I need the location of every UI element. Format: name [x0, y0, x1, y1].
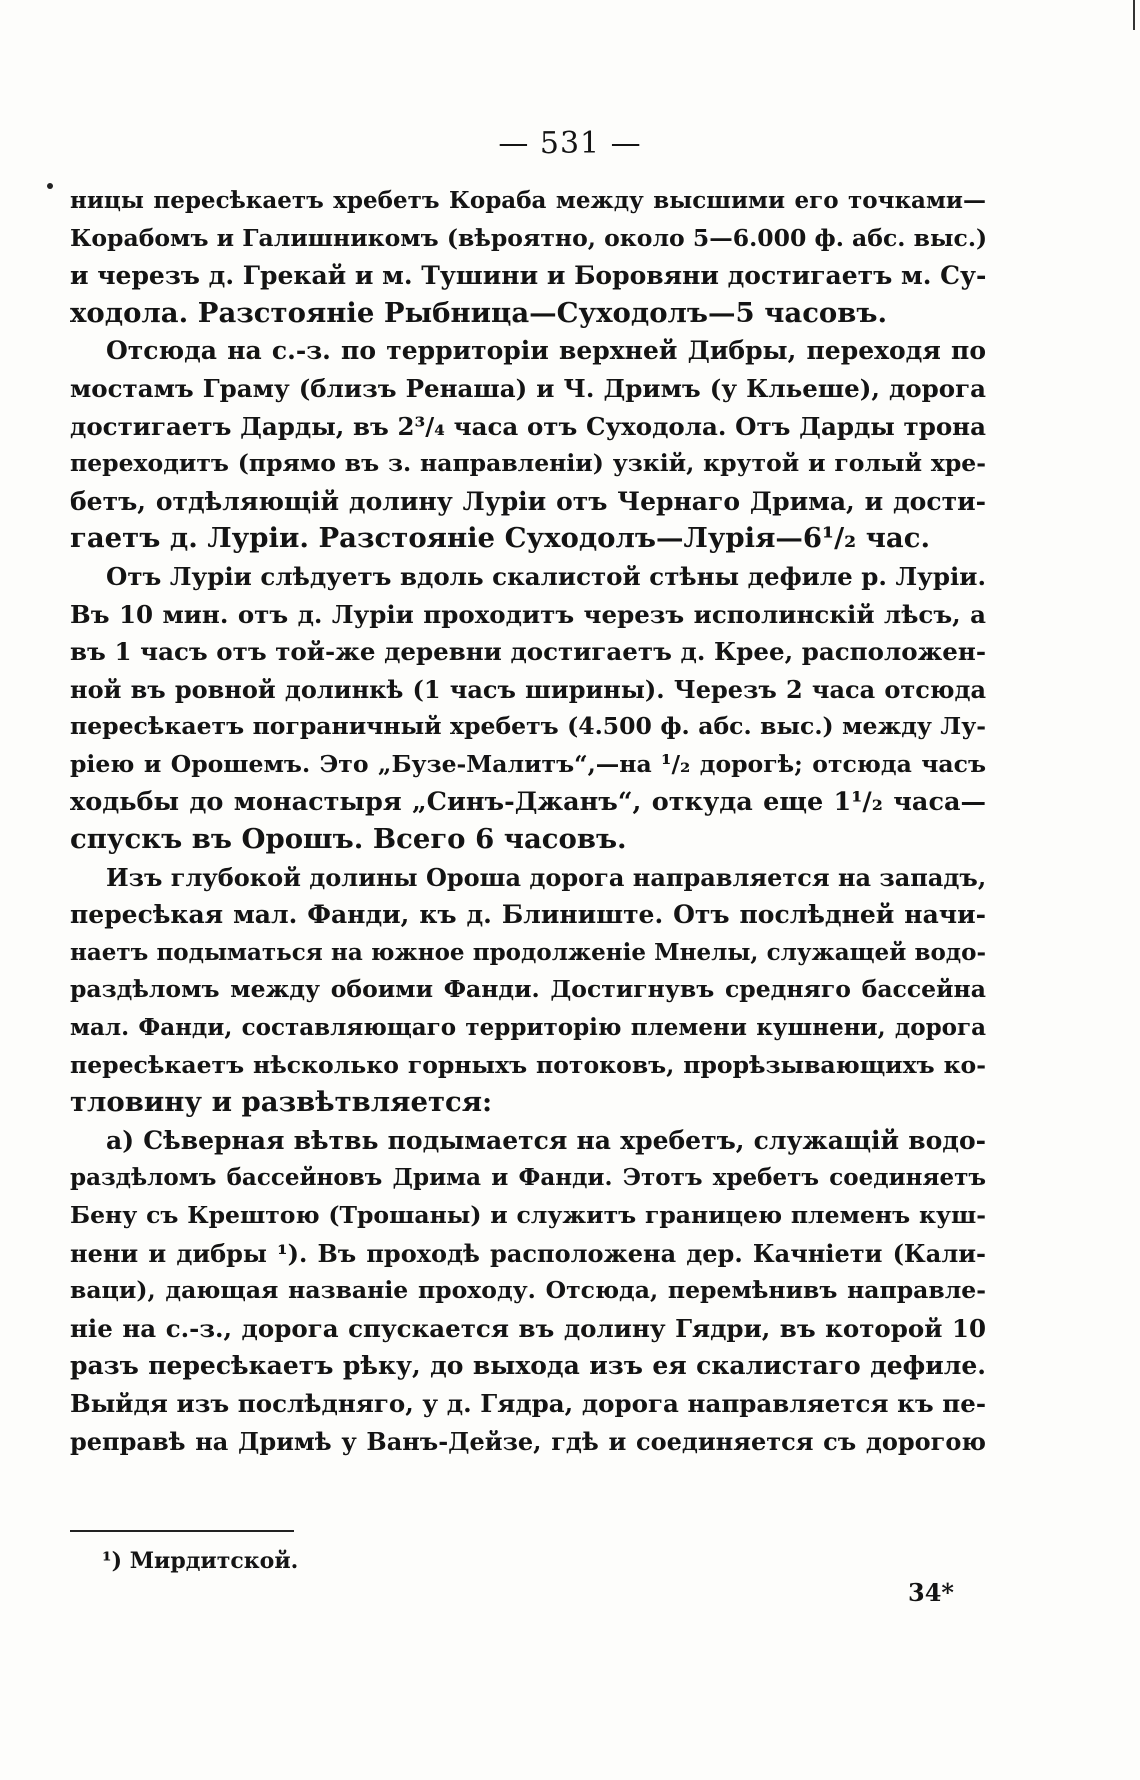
footnote: ¹) Мирдитской. [102, 1548, 299, 1574]
text-line: пересѣкаетъ нѣсколько горныхъ потоковъ, прорѣзывающихъ ко- [70, 1050, 986, 1079]
text-line: гаетъ д. Луріи. Разстояніе Суходолъ—Лурія—6¹/₂ час. [70, 522, 931, 555]
text-line: ніе на с.-з., дорога спускается въ долину Гядри, въ которой 10 [70, 1313, 986, 1343]
paragraph [70, 1122, 986, 1460]
text-line: бетъ, отдѣляющій долину Луріи отъ Чернаго Дрима, и дости- [70, 486, 986, 516]
text-line: переходитъ (прямо въ з. направленіи) узкій, крутой и голый хре- [70, 449, 986, 478]
text-line: ной въ ровной долинкѣ (1 часъ ширины). Черезъ 2 часа отсюда [70, 674, 986, 704]
text-line: ваци), дающая названіе проходу. Отсюда, перемѣнивъ направле- [70, 1276, 986, 1305]
text-line: Корабомъ и Галишникомъ (вѣроятно, около 5—6.000 ф. абс. выс.) [70, 223, 988, 252]
text-line: мостамъ Граму (близъ Ренаша) и Ч. Дримъ (у Кльеше), дорога [70, 373, 986, 403]
page-number: — 531 — [498, 126, 642, 161]
text-line: Выйдя изъ послѣдняго, у д. Гядра, дорога направляется къ пе- [70, 1389, 986, 1418]
paragraph [70, 859, 986, 1122]
text-line: Бену съ Крештою (Трошаны) и служитъ границею племенъ куш- [70, 1201, 986, 1230]
footnote-rule [70, 1530, 294, 1532]
text-line: Отсюда на с.-з. по территоріи верхней Дибры, переходя по [106, 336, 986, 366]
paragraph [70, 558, 986, 859]
text-line: ходола. Разстояніе Рыбница—Суходолъ—5 часовъ. [70, 296, 888, 329]
text-line: спускъ въ Орошъ. Всего 6 часовъ. [70, 823, 627, 856]
text-line: наетъ подыматься на южное продолженіе Мнелы, служащей водо- [70, 938, 986, 966]
text-line: раздѣломъ между обоими Фанди. Достигнувъ средняго бассейна [70, 975, 986, 1004]
text-line: Изъ глубокой долины Ороша дорога направляется на западъ, [106, 862, 987, 892]
scan-edge-line [1133, 0, 1135, 30]
text-line: нени и дибры ¹). Въ проходѣ расположена дер. Качніети (Кали- [70, 1238, 986, 1268]
text-line: разъ пересѣкаетъ рѣку, до выхода изъ ея скалистаго дефиле. [70, 1351, 986, 1381]
text-line: Отъ Луріи слѣдуетъ вдоль скалистой стѣны дефиле р. Луріи. [106, 561, 986, 591]
text-line: достигаетъ Дарды, въ 2³/₄ часа отъ Суходола. Отъ Дарды трона [70, 411, 986, 441]
text-line: раздѣломъ бассейновъ Дрима и Фанди. Этотъ хребетъ соединяетъ [70, 1164, 986, 1192]
text-line: пересѣкаетъ пограничный хребетъ (4.500 ф. абс. выс.) между Лу- [70, 712, 986, 741]
text-line: a) Сѣверная вѣтвь подымается на хребетъ, служащій водо- [106, 1125, 986, 1155]
paragraph [70, 182, 986, 332]
text-line: ріею и Орошемъ. Это „Бузе-Малитъ“,—на ¹/₂ дорогѣ; отсюда часъ [70, 749, 986, 778]
text-line: въ 1 часъ отъ той-же деревни достигаетъ д. Крее, расположен- [70, 637, 986, 667]
text-line: ницы пересѣкаетъ хребетъ Кораба между высшими его точками— [70, 187, 986, 214]
text-line: мал. Фанди, составляющаго территорію племени кушнени, дорога [70, 1014, 986, 1042]
paragraph [70, 332, 986, 558]
ink-speck [47, 183, 53, 189]
text-line: тловину и развѣтвляется: [70, 1086, 493, 1119]
text-line: Въ 10 мин. отъ д. Луріи проходитъ черезъ исполинскій лѣсъ, а [70, 599, 986, 629]
body-text [70, 182, 986, 1460]
text-line: реправѣ на Дримѣ у Ванъ-Дейзе, гдѣ и соединяется съ дорогою [70, 1426, 986, 1456]
text-line: ходьбы до монастыря „Синъ-Джанъ“, откуда еще 1¹/₂ часа— [70, 786, 986, 817]
text-line: и черезъ д. Грекай и м. Тушини и Боровяни достигаетъ м. Су- [70, 261, 987, 291]
text-line: пересѣкая мал. Фанди, къ д. Блиниште. Отъ послѣдней начи- [70, 900, 986, 930]
signature-mark: 34* [908, 1578, 954, 1607]
